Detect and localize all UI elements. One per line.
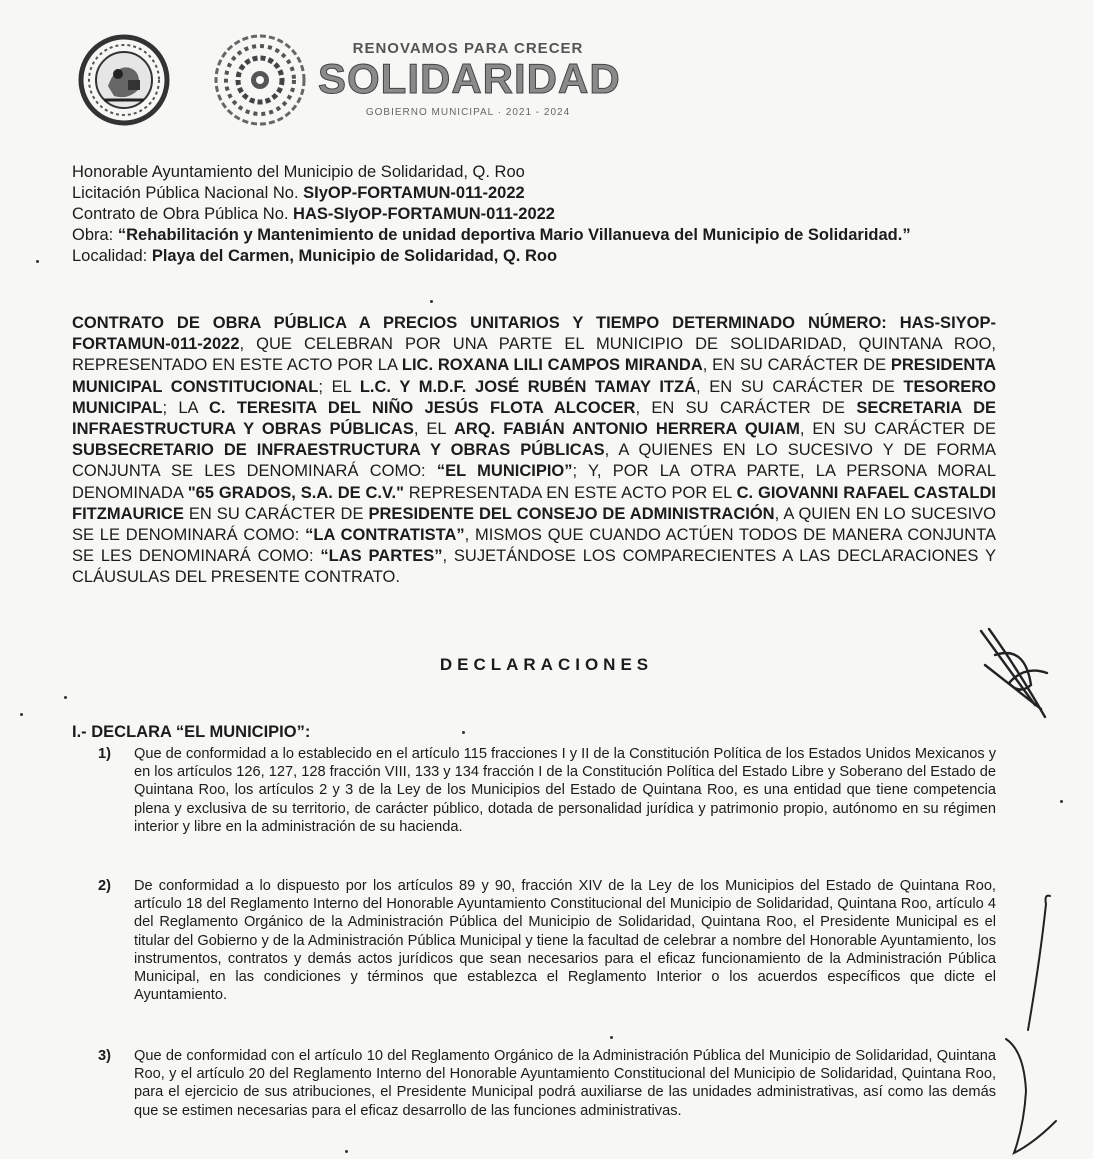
item-number: 2): [98, 878, 111, 894]
scan-speck: [20, 713, 23, 716]
item-text: Que de conformidad a lo establecido en el artículo 115 fracciones I y II de la Constitución Política de los Estados Unidos Mexicanos y en los artículos 126, 127, 128 fracción VIII, 133 y 134 fracción I de la Constitución Política del Estado Libre y Soberano del Estado de Quintana Roo, los artículos 2 y 3 de la Ley de los Municipios del Estado de Quintana Roo, es una entidad que tiene competencia plena y exclusiva de su territorio, de carácter público, dotada de personalidad jurídica y patrimonio propio, autónomo en su régimen interior y libre en la administración de su hacienda.: [134, 746, 996, 835]
intro-text: EN SU CARÁCTER DE: [183, 504, 369, 523]
intro-defined-term: “EL MUNICIPIO”: [436, 462, 573, 481]
declarations-title: DECLARACIONES: [439, 655, 654, 674]
section-1-heading: I.- DECLARA “EL MUNICIPIO”:: [72, 723, 311, 741]
scan-speck: [64, 696, 67, 699]
intro-party-role: SECRETARIA DE INFRAESTRUCTURA Y OBRAS PÚBLICAS: [72, 398, 996, 439]
scan-speck: [1060, 800, 1063, 803]
work-name: “Rehabilitación y Mantenimiento de unidad deportiva Mario Villanueva del Municipio de Solidaridad.”: [117, 226, 911, 244]
intro-company-name: "65 GRADOS, S.A. DE C.V.": [187, 483, 404, 502]
tender-number: SIyOP-FORTAMUN-011-2022: [303, 184, 525, 202]
declaration-item: [98, 1047, 996, 1120]
intro-defined-term: “LAS PARTES”: [320, 547, 443, 566]
scan-speck: [345, 1150, 348, 1153]
intro-text: , A QUIENES EN LO SUCESIVO Y DE FORMA CONJUNTA SE LES DENOMINARÁ COMO:: [72, 441, 996, 481]
item-text: De conformidad a lo dispuesto por los artículos 89 y 90, fracción XIV de la Ley de los Municipios del Estado de Quintana Roo, artículo 18 del Reglamento Interno del Honorable Ayuntamiento Constitucional del Municipio de Solidaridad, Quintana Roo, artículo 4 del Reglamento Orgánico de la Administración Pública del Municipio de Solidaridad, Quintana Roo, el Presidente Municipal es el titular del Gobierno y de la Administración Pública Municipal y tiene la facultad de celebrar a nombre del Honorable Ayuntamiento, los instrumentos, contratos y demás actos jurídicos que sean necesarios para el eficaz funcionamiento de la Administración Pública Municipal, en las condiciones y términos que establezca el Reglamento Interior o los acuerdos específicos que dicte el Ayuntamiento.: [134, 878, 996, 1004]
intro-text: , QUE CELEBRAN POR UNA PARTE EL MUNICIPIO DE SOLIDARIDAD, QUINTANA ROO, REPRESENTADO EN ESTE ACTO POR LA: [72, 335, 996, 375]
location-label: Localidad:: [72, 247, 152, 265]
intro-text: CONTRATO DE OBRA PÚBLICA A PRECIOS UNITARIOS Y TIEMPO DETERMINADO NÚMERO: HAS-SIYOP-FORTAMUN-011-2022: [72, 314, 996, 354]
scan-speck: [610, 1036, 613, 1039]
contract-number: HAS-SIyOP-FORTAMUN-011-2022: [293, 205, 555, 223]
intro-text: , EN SU CARÁCTER DE: [635, 398, 857, 417]
intro-party-name: L.C. Y M.D.F. JOSÉ RUBÉN TAMAY ITZÁ: [359, 377, 696, 396]
info-line-work: [72, 225, 992, 246]
intro-text: , A QUIEN EN LO SUCESIVO SE LE DENOMINARÁ COMO:: [72, 504, 996, 545]
intro-text: ; EL: [318, 377, 360, 396]
location-name: Playa del Carmen, Municipio de Solidaridad, Q. Roo: [151, 247, 558, 265]
intro-party-role: TESORERO MUNICIPAL: [72, 377, 996, 417]
item-number: 1): [98, 746, 111, 762]
handwritten-mark: [1018, 890, 1058, 1040]
info-line-tender: [72, 183, 992, 204]
scan-speck: [430, 300, 433, 303]
intro-defined-term: “LA CONTRATISTA”: [305, 526, 465, 545]
info-line-location: [72, 246, 992, 267]
intro-party-name: C. GIOVANNI RAFAEL CASTALDI FITZMAURICE: [72, 483, 996, 523]
intro-party-name: LIC. ROXANA LILI CAMPOS MIRANDA: [401, 356, 703, 375]
intro-text: , EN SU CARÁCTER DE: [799, 420, 996, 439]
info-line-ayuntamiento: Honorable Ayuntamiento del Municipio de Solidaridad, Q. Roo: [72, 163, 525, 181]
item-number: 3): [98, 1048, 111, 1064]
brand-name: SOLIDARIDAD: [318, 55, 621, 102]
solidaridad-emblem-logo: [212, 32, 308, 128]
intro-party-role: PRESIDENTA MUNICIPAL CONSTITUCIONAL: [72, 356, 997, 396]
brand-block: [318, 40, 621, 118]
declaration-item: [98, 745, 996, 836]
item-text: Que de conformidad con el artículo 10 del Reglamento Orgánico de la Administración Pública del Municipio de Solidaridad, Quintana Roo, y el artículo 20 del Reglamento Interno del Honorable Ayuntamiento Constitucional del Municipio de Solidaridad, Quintana Roo, para el ejercicio de sus atribuciones, el Presidente Municipal podrá auxiliarse de las unidades administrativas, así como las demás que se estimen necesarias para el eficaz desarrollo de las funciones administrativas.: [134, 1048, 996, 1119]
handwritten-mark: [1000, 1035, 1070, 1159]
intro-text: ; Y, POR LA OTRA PARTE, LA PERSONA MORAL DENOMINADA: [72, 462, 996, 502]
contract-intro-paragraph: [72, 313, 996, 589]
declaration-item: [98, 877, 996, 1004]
brand-tagline: RENOVAMOS PARA CRECER: [352, 40, 584, 57]
brand-government-period: GOBIERNO MUNICIPAL · 2021 - 2024: [365, 107, 571, 118]
intro-party-role: SUBSECRETARIO DE INFRAESTRUCTURA Y OBRAS PÚBLICAS: [72, 441, 605, 460]
work-label: Obra:: [72, 226, 118, 244]
contract-label: Contrato de Obra Pública No.: [72, 205, 294, 223]
municipal-seal-logo: [78, 34, 170, 126]
tender-label: Licitación Pública Nacional No.: [72, 184, 304, 202]
intro-text: , EN SU CARÁCTER DE: [696, 377, 904, 396]
intro-text: , EN SU CARÁCTER DE: [702, 356, 891, 375]
scan-speck: [462, 731, 465, 734]
intro-text: , EL: [413, 420, 454, 439]
info-line-contract: [72, 204, 992, 225]
handwritten-signature: [975, 625, 1055, 725]
intro-text: REPRESENTADA EN ESTE ACTO POR EL: [403, 483, 737, 502]
contract-info: [72, 162, 992, 267]
scan-speck: [36, 260, 39, 263]
intro-party-role: PRESIDENTE DEL CONSEJO DE ADMINISTRACIÓN: [368, 504, 775, 523]
intro-text: ; LA: [162, 398, 209, 417]
intro-text: , SUJETÁNDOSE LOS COMPARECIENTES A LAS DECLARACIONES Y CLÁUSULAS DEL PRESENTE CONTRATO.: [72, 547, 996, 587]
intro-party-name: ARQ. FABIÁN ANTONIO HERRERA QUIAM: [454, 420, 800, 439]
intro-text: , MISMOS QUE CUANDO ACTÚEN TODOS DE MANERA CONJUNTA SE LES DENOMINARÁ COMO:: [72, 526, 996, 566]
intro-party-name: C. TERESITA DEL NIÑO JESÚS FLOTA ALCOCER: [208, 398, 636, 417]
